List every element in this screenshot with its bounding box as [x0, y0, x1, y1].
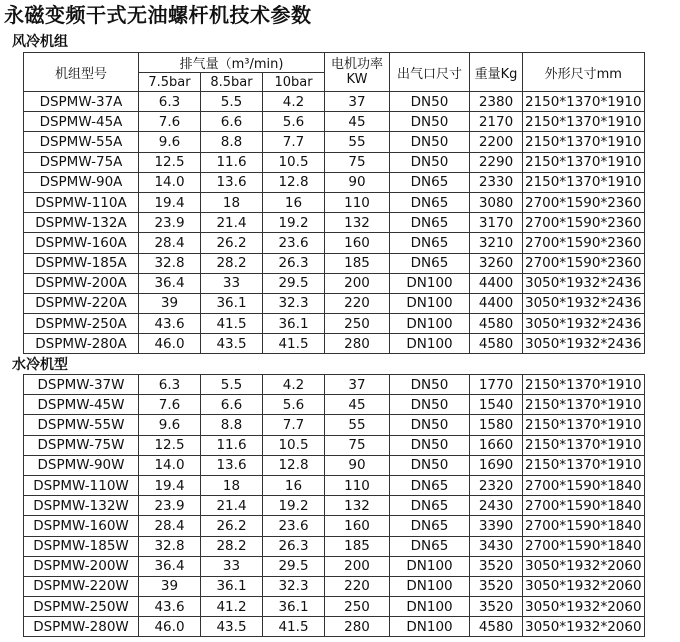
cell-10bar: 16 — [263, 475, 325, 495]
cell-outlet: DN65 — [390, 172, 470, 192]
cell-power: 75 — [325, 152, 390, 172]
cell-8-5bar: 13.6 — [201, 455, 263, 475]
cell-10bar: 26.3 — [263, 536, 325, 556]
cell-dimensions: 2150*1370*1910 — [523, 92, 645, 112]
cell-10bar: 19.2 — [263, 496, 325, 516]
cell-outlet: DN50 — [390, 435, 470, 455]
cell-8-5bar: 13.6 — [201, 172, 263, 192]
cell-outlet: DN65 — [390, 516, 470, 536]
table-row — [24, 415, 645, 435]
cell-weight: 4400 — [470, 293, 523, 313]
cell-weight: 2170 — [470, 112, 523, 132]
cell-weight: 2200 — [470, 132, 523, 152]
cell-dimensions: 2150*1370*1910 — [523, 435, 645, 455]
cell-dimensions: 2150*1370*1910 — [523, 132, 645, 152]
cell-7-5bar: 28.4 — [139, 233, 201, 253]
cell-outlet: DN65 — [390, 233, 470, 253]
cell-dimensions: 2150*1370*1910 — [523, 152, 645, 172]
cell-dimensions: 3050*1932*2436 — [523, 334, 645, 354]
cell-model: DSPMW-280A — [24, 334, 139, 354]
cell-model: DSPMW-110W — [24, 475, 139, 495]
cell-outlet: DN100 — [390, 293, 470, 313]
cell-model: DSPMW-200A — [24, 273, 139, 293]
cell-dimensions: 2150*1370*1910 — [523, 415, 645, 435]
cell-weight: 1660 — [470, 435, 523, 455]
header-weight: 重量Kg — [470, 53, 523, 92]
table-row — [24, 92, 645, 112]
table-row — [24, 172, 645, 192]
cell-outlet: DN50 — [390, 395, 470, 415]
cell-7-5bar: 14.0 — [139, 172, 201, 192]
cell-outlet: DN100 — [390, 597, 470, 617]
cell-7-5bar: 6.3 — [139, 92, 201, 112]
cell-model: DSPMW-185W — [24, 536, 139, 556]
air-cooled-table — [23, 52, 645, 354]
cell-8-5bar: 6.6 — [201, 395, 263, 415]
cell-10bar: 19.2 — [263, 213, 325, 233]
cell-8-5bar: 11.6 — [201, 435, 263, 455]
table-row — [24, 516, 645, 536]
header-model: 机组型号 — [24, 53, 139, 92]
cell-power: 37 — [325, 92, 390, 112]
cell-weight: 1540 — [470, 395, 523, 415]
table-row — [24, 617, 645, 637]
cell-8-5bar: 26.2 — [201, 516, 263, 536]
cell-weight: 2380 — [470, 92, 523, 112]
cell-10bar: 41.5 — [263, 334, 325, 354]
cell-model: DSPMW-37A — [24, 92, 139, 112]
cell-8-5bar: 28.2 — [201, 253, 263, 273]
cell-power: 200 — [325, 556, 390, 576]
cell-weight: 4580 — [470, 617, 523, 637]
cell-10bar: 26.3 — [263, 253, 325, 273]
header-outlet: 出气口尺寸 — [390, 53, 470, 92]
cell-10bar: 7.7 — [263, 415, 325, 435]
cell-7-5bar: 43.6 — [139, 314, 201, 334]
cell-model: DSPMW-45A — [24, 112, 139, 132]
cell-8-5bar: 43.5 — [201, 334, 263, 354]
cell-dimensions: 3050*1932*2436 — [523, 293, 645, 313]
cell-8-5bar: 33 — [201, 556, 263, 576]
cell-10bar: 5.6 — [263, 112, 325, 132]
table-row — [24, 152, 645, 172]
cell-8-5bar: 8.8 — [201, 415, 263, 435]
cell-dimensions: 2700*1590*1840 — [523, 516, 645, 536]
cell-outlet: DN100 — [390, 556, 470, 576]
cell-outlet: DN100 — [390, 617, 470, 637]
table-row — [24, 213, 645, 233]
cell-outlet: DN65 — [390, 253, 470, 273]
cell-10bar: 4.2 — [263, 92, 325, 112]
cell-power: 200 — [325, 273, 390, 293]
cell-model: DSPMW-220W — [24, 576, 139, 596]
cell-8-5bar: 21.4 — [201, 496, 263, 516]
table-row — [24, 496, 645, 516]
cell-power: 110 — [325, 475, 390, 495]
cell-power: 280 — [325, 617, 390, 637]
cell-weight: 3520 — [470, 597, 523, 617]
cell-7-5bar: 12.5 — [139, 152, 201, 172]
table-row — [24, 192, 645, 212]
cell-weight: 3520 — [470, 556, 523, 576]
cell-outlet: DN50 — [390, 132, 470, 152]
cell-model: DSPMW-250A — [24, 314, 139, 334]
cell-model: DSPMW-110A — [24, 192, 139, 212]
cell-7-5bar: 46.0 — [139, 617, 201, 637]
page-title: 永磁变频干式无油螺杆机技术参数 — [4, 3, 312, 27]
cell-7-5bar: 9.6 — [139, 132, 201, 152]
cell-outlet: DN50 — [390, 455, 470, 475]
cell-model: DSPMW-55A — [24, 132, 139, 152]
cell-model: DSPMW-45W — [24, 395, 139, 415]
header-8-5bar: 8.5bar — [201, 73, 263, 92]
header-10bar: 10bar — [263, 73, 325, 92]
table-row — [24, 273, 645, 293]
cell-outlet: DN50 — [390, 375, 470, 395]
cell-model: DSPMW-55W — [24, 415, 139, 435]
cell-model: DSPMW-250W — [24, 597, 139, 617]
cell-8-5bar: 5.5 — [201, 375, 263, 395]
cell-8-5bar: 28.2 — [201, 536, 263, 556]
cell-power: 160 — [325, 233, 390, 253]
cell-model: DSPMW-160A — [24, 233, 139, 253]
cell-10bar: 23.6 — [263, 516, 325, 536]
cell-model: DSPMW-132A — [24, 213, 139, 233]
cell-8-5bar: 43.5 — [201, 617, 263, 637]
cell-weight: 3520 — [470, 576, 523, 596]
cell-dimensions: 2700*1590*2360 — [523, 213, 645, 233]
cell-dimensions: 2700*1590*1840 — [523, 536, 645, 556]
cell-dimensions: 3050*1932*2436 — [523, 273, 645, 293]
cell-dimensions: 3050*1932*2060 — [523, 556, 645, 576]
cell-7-5bar: 14.0 — [139, 455, 201, 475]
cell-outlet: DN100 — [390, 334, 470, 354]
cell-7-5bar: 7.6 — [139, 395, 201, 415]
table-row — [24, 556, 645, 576]
cell-power: 250 — [325, 314, 390, 334]
cell-7-5bar: 6.3 — [139, 375, 201, 395]
cell-outlet: DN65 — [390, 475, 470, 495]
cell-power: 132 — [325, 496, 390, 516]
cell-dimensions: 2700*1590*2360 — [523, 253, 645, 273]
cell-10bar: 10.5 — [263, 152, 325, 172]
cell-8-5bar: 6.6 — [201, 112, 263, 132]
cell-power: 90 — [325, 172, 390, 192]
cell-model: DSPMW-37W — [24, 375, 139, 395]
header-power-line1: 电机功率 — [330, 57, 383, 72]
cell-power: 280 — [325, 334, 390, 354]
cell-power: 132 — [325, 213, 390, 233]
cell-8-5bar: 41.5 — [201, 314, 263, 334]
cell-power: 160 — [325, 516, 390, 536]
cell-7-5bar: 39 — [139, 576, 201, 596]
cell-weight: 3080 — [470, 192, 523, 212]
cell-8-5bar: 18 — [201, 192, 263, 212]
cell-dimensions: 2700*1590*1840 — [523, 496, 645, 516]
cell-power: 185 — [325, 253, 390, 273]
table-row — [24, 293, 645, 313]
cell-weight: 2330 — [470, 172, 523, 192]
water-cooled-rows — [24, 375, 645, 637]
cell-7-5bar: 46.0 — [139, 334, 201, 354]
cell-weight: 4400 — [470, 273, 523, 293]
cell-power: 55 — [325, 415, 390, 435]
cell-8-5bar: 21.4 — [201, 213, 263, 233]
cell-dimensions: 3050*1932*2436 — [523, 314, 645, 334]
cell-10bar: 12.8 — [263, 455, 325, 475]
cell-weight: 4580 — [470, 334, 523, 354]
table-row — [24, 576, 645, 596]
cell-10bar: 36.1 — [263, 597, 325, 617]
table-row — [24, 435, 645, 455]
cell-10bar: 29.5 — [263, 273, 325, 293]
cell-7-5bar: 32.8 — [139, 536, 201, 556]
table-row — [24, 253, 645, 273]
cell-10bar: 10.5 — [263, 435, 325, 455]
cell-model: DSPMW-185A — [24, 253, 139, 273]
cell-dimensions: 2150*1370*1910 — [523, 455, 645, 475]
cell-10bar: 29.5 — [263, 556, 325, 576]
header-airflow: 排气量（m³/min) — [139, 53, 325, 73]
cell-10bar: 5.6 — [263, 395, 325, 415]
cell-power: 185 — [325, 536, 390, 556]
cell-power: 75 — [325, 435, 390, 455]
cell-power: 220 — [325, 293, 390, 313]
cell-model: DSPMW-220A — [24, 293, 139, 313]
cell-model: DSPMW-90W — [24, 455, 139, 475]
cell-7-5bar: 36.4 — [139, 556, 201, 576]
cell-dimensions: 3050*1932*2060 — [523, 576, 645, 596]
cell-7-5bar: 23.9 — [139, 213, 201, 233]
cell-weight: 2290 — [470, 152, 523, 172]
header-power-line2: KW — [346, 72, 368, 87]
cell-dimensions: 2700*1590*1840 — [523, 475, 645, 495]
header-7-5bar: 7.5bar — [139, 73, 201, 92]
water-cooled-table — [23, 374, 645, 637]
cell-power: 37 — [325, 375, 390, 395]
cell-weight: 2320 — [470, 475, 523, 495]
cell-outlet: DN65 — [390, 213, 470, 233]
cell-weight: 3260 — [470, 253, 523, 273]
table-row — [24, 375, 645, 395]
cell-model: DSPMW-75A — [24, 152, 139, 172]
cell-power: 90 — [325, 455, 390, 475]
cell-8-5bar: 5.5 — [201, 92, 263, 112]
cell-power: 250 — [325, 597, 390, 617]
section-title-air-cooled: 风冷机组 — [12, 34, 68, 50]
cell-model: DSPMW-280W — [24, 617, 139, 637]
cell-7-5bar: 28.4 — [139, 516, 201, 536]
cell-model: DSPMW-200W — [24, 556, 139, 576]
cell-weight: 3390 — [470, 516, 523, 536]
cell-7-5bar: 12.5 — [139, 435, 201, 455]
cell-7-5bar: 39 — [139, 293, 201, 313]
cell-10bar: 7.7 — [263, 132, 325, 152]
cell-7-5bar: 36.4 — [139, 273, 201, 293]
header-power — [325, 53, 390, 92]
cell-power: 220 — [325, 576, 390, 596]
cell-outlet: DN50 — [390, 152, 470, 172]
cell-power: 110 — [325, 192, 390, 212]
cell-8-5bar: 26.2 — [201, 233, 263, 253]
cell-10bar: 41.5 — [263, 617, 325, 637]
cell-7-5bar: 7.6 — [139, 112, 201, 132]
cell-dimensions: 2150*1370*1910 — [523, 112, 645, 132]
cell-8-5bar: 36.1 — [201, 576, 263, 596]
section-title-water-cooled: 水冷机型 — [12, 357, 68, 373]
cell-weight: 3430 — [470, 536, 523, 556]
cell-weight: 2430 — [470, 496, 523, 516]
cell-7-5bar: 19.4 — [139, 475, 201, 495]
table-row — [24, 112, 645, 132]
cell-7-5bar: 32.8 — [139, 253, 201, 273]
table-row — [24, 132, 645, 152]
cell-power: 45 — [325, 395, 390, 415]
cell-dimensions: 3050*1932*2060 — [523, 617, 645, 637]
cell-8-5bar: 33 — [201, 273, 263, 293]
cell-dimensions: 2150*1370*1910 — [523, 395, 645, 415]
cell-outlet: DN65 — [390, 192, 470, 212]
cell-8-5bar: 41.2 — [201, 597, 263, 617]
cell-dimensions: 2150*1370*1910 — [523, 172, 645, 192]
cell-weight: 4580 — [470, 314, 523, 334]
cell-outlet: DN100 — [390, 576, 470, 596]
cell-outlet: DN100 — [390, 314, 470, 334]
cell-outlet: DN65 — [390, 496, 470, 516]
cell-10bar: 4.2 — [263, 375, 325, 395]
cell-dimensions: 2700*1590*2360 — [523, 192, 645, 212]
table-row — [24, 536, 645, 556]
cell-weight: 1690 — [470, 455, 523, 475]
cell-7-5bar: 43.6 — [139, 597, 201, 617]
table-row — [24, 597, 645, 617]
table-row — [24, 334, 645, 354]
cell-weight: 3170 — [470, 213, 523, 233]
cell-8-5bar: 18 — [201, 475, 263, 495]
cell-10bar: 32.3 — [263, 293, 325, 313]
cell-dimensions: 2700*1590*2360 — [523, 233, 645, 253]
cell-8-5bar: 36.1 — [201, 293, 263, 313]
cell-dimensions: 3050*1932*2060 — [523, 597, 645, 617]
cell-10bar: 16 — [263, 192, 325, 212]
table-row — [24, 475, 645, 495]
cell-7-5bar: 23.9 — [139, 496, 201, 516]
cell-weight: 3210 — [470, 233, 523, 253]
cell-7-5bar: 9.6 — [139, 415, 201, 435]
cell-10bar: 36.1 — [263, 314, 325, 334]
cell-7-5bar: 19.4 — [139, 192, 201, 212]
cell-model: DSPMW-160W — [24, 516, 139, 536]
cell-weight: 1770 — [470, 375, 523, 395]
table-row — [24, 455, 645, 475]
cell-dimensions: 2150*1370*1910 — [523, 375, 645, 395]
cell-power: 45 — [325, 112, 390, 132]
table-row — [24, 395, 645, 415]
cell-outlet: DN50 — [390, 112, 470, 132]
air-cooled-rows — [24, 92, 645, 354]
cell-outlet: DN100 — [390, 273, 470, 293]
cell-8-5bar: 11.6 — [201, 152, 263, 172]
cell-10bar: 32.3 — [263, 576, 325, 596]
cell-outlet: DN50 — [390, 92, 470, 112]
table-row — [24, 233, 645, 253]
cell-weight: 1580 — [470, 415, 523, 435]
cell-power: 55 — [325, 132, 390, 152]
table-row — [24, 314, 645, 334]
cell-model: DSPMW-132W — [24, 496, 139, 516]
cell-model: DSPMW-90A — [24, 172, 139, 192]
cell-outlet: DN50 — [390, 415, 470, 435]
cell-10bar: 12.8 — [263, 172, 325, 192]
cell-model: DSPMW-75W — [24, 435, 139, 455]
header-dimensions: 外形尺寸mm — [523, 53, 645, 92]
cell-10bar: 23.6 — [263, 233, 325, 253]
cell-outlet: DN65 — [390, 536, 470, 556]
cell-8-5bar: 8.8 — [201, 132, 263, 152]
